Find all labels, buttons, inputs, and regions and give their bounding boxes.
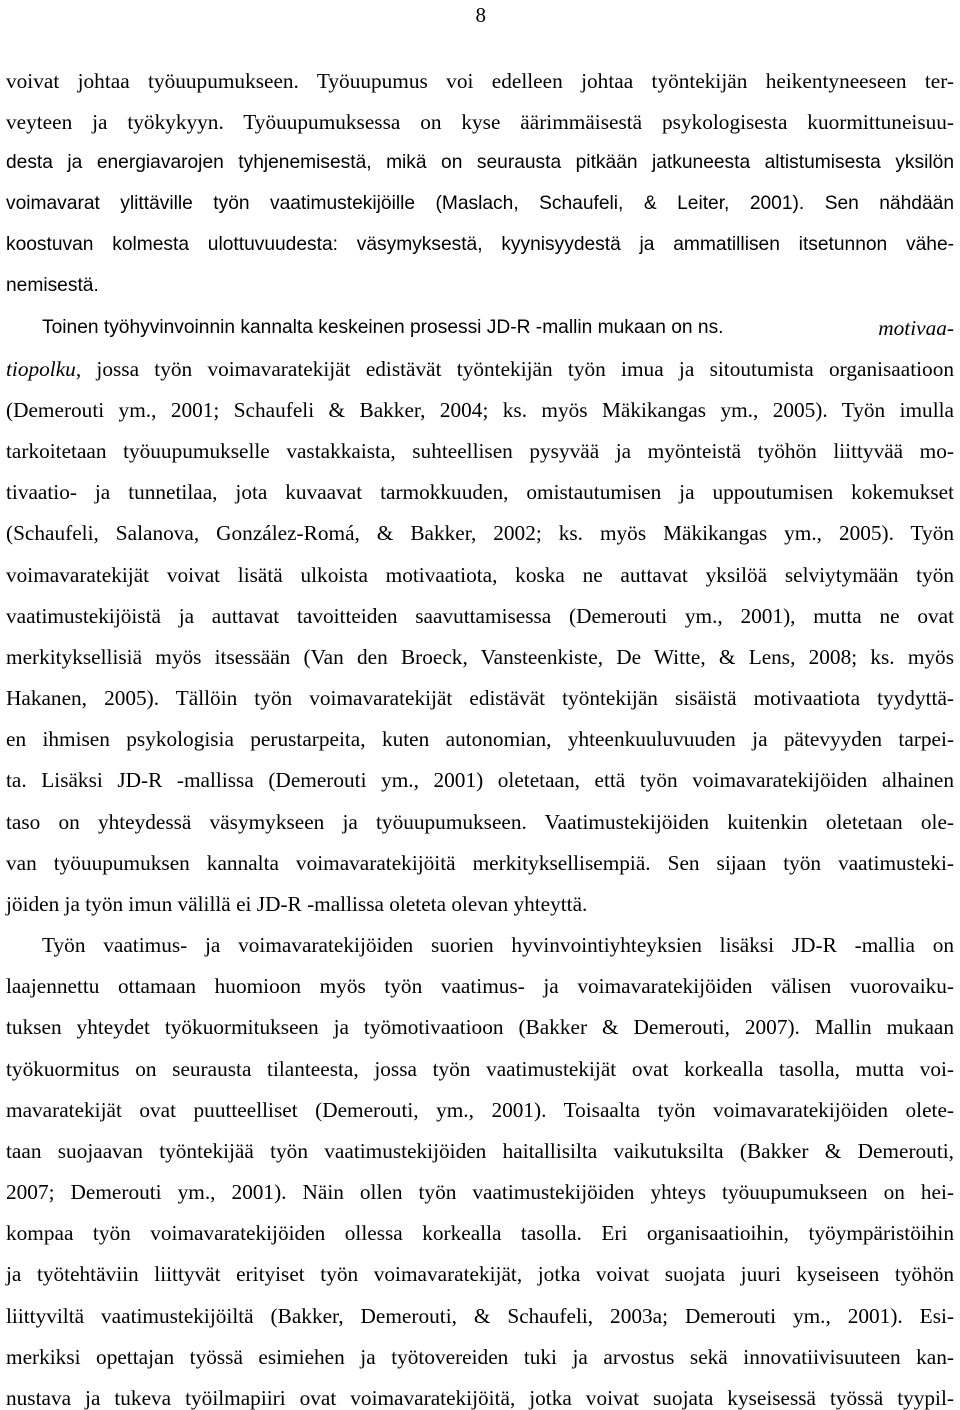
text-line: vaatimustekijöistä ja auttavat tavoitteiden saavuttamisessa (Demerouti ym., 2001), mutta ne ovat	[6, 604, 954, 628]
text-line: taso on yhteydessä väsymykseen ja työuupumukseen. Vaatimustekijöiden kuitenkin oletetaan ole-	[6, 810, 954, 834]
text-line: tivaatio- ja tunnetilaa, jota kuvaavat tarmokkuuden, omistautumisen ja uppoutumisen kokemukset	[6, 480, 954, 504]
text-line: en ihmisen psykologisia perustarpeita, kuten autonomian, yhteenkuuluvuuden ja pätevyyden tarpei-	[6, 727, 954, 751]
text-line: (Schaufeli, Salanova, González-Romá, & Bakker, 2002; ks. myös Mäkikangas ym., 2005). Työn	[6, 521, 954, 545]
text-line: voimavaratekijät voivat lisätä ulkoista motivaatiota, koska ne auttavat yksilöä selviytymään työn	[6, 563, 954, 587]
text-line: tuksen yhteydet työkuormitukseen ja työmotivaatioon (Bakker & Demerouti, 2007). Mallin mukaan	[6, 1015, 954, 1039]
text-line: merkityksellisiä myös itsessään (Van den Broeck, Vansteenkiste, De Witte, & Lens, 2008; ks. myös	[6, 645, 954, 669]
text-line: voimavarat ylittäville työn vaatimustekijöille (Maslach, Schaufeli, & Leiter, 2001). Sen nähdään	[6, 193, 954, 214]
text-line: 2007; Demerouti ym., 2001). Näin ollen työn vaatimustekijöiden yhteys työuupumukseen on hei-	[6, 1180, 954, 1204]
text-line: kompaa työn voimavaratekijöiden ollessa korkealla tasolla. Eri organisaatioihin, työympäristöihin	[6, 1221, 954, 1245]
text-line: nustava ja tukeva työilmapiiri ovat voimavaratekijöitä, jotka voivat suojata kyseisessä työssä tyypil-	[6, 1386, 954, 1410]
text-line-start: Toinen työhyvinvoinnin kannalta keskeinen prosessi JD-R -mallin mukaan on ns.	[42, 317, 724, 338]
text-line	[42, 316, 954, 340]
text-line: Työn vaatimus- ja voimavaratekijöiden suorien hyvinvointiyhteyksien lisäksi JD-R -mallia on	[42, 933, 954, 957]
italic-term: motivaa-	[878, 316, 954, 340]
text-line: veyteen ja työkykyyn. Työuupumuksessa on kyse äärimmäisestä psykologisesta kuormittuneisuu-	[6, 110, 954, 134]
text-line: mavaratekijät ovat puutteelliset (Demerouti, ym., 2001). Toisaalta työn voimavaratekijöiden olete-	[6, 1098, 954, 1122]
italic-term: tiopolku	[6, 357, 76, 381]
text-line: työkuormitus on seurausta tilanteesta, jossa työn vaatimustekijät ovat korkealla tasolla, mutta voi-	[6, 1057, 954, 1081]
text-line: tarkoitetaan työuupumukselle vastakkaista, suhteellisen pysyvää ja myönteistä työhön liittyvää mo-	[6, 439, 954, 463]
text-line: van työuupumuksen kannalta voimavaratekijöitä merkityksellisempiä. Sen sijaan työn vaatimusteki-	[6, 851, 954, 875]
text-line: ja työtehtäviin liittyvät erityiset työn voimavaratekijät, jotka voivat suojata juuri kyseiseen työhön	[6, 1262, 954, 1286]
text-line: koostuvan kolmesta ulottuvuudesta: väsymyksestä, kyynisyydestä ja ammatillisen itsetunnon vähe-	[6, 234, 954, 255]
text-line-rest: , jossa työn voimavaratekijät edistävät työntekijän työn imua ja sitoutumista organisaatioon	[75, 357, 954, 381]
text-line: merkiksi opettajan työssä esimiehen ja työtovereiden tuki ja arvostus sekä innovatiivisuuteen kan-	[6, 1345, 954, 1369]
text-line: jöiden ja työn imun välillä ei JD-R -mallissa oleteta olevan yhteyttä.	[6, 892, 588, 916]
text-line: ta. Lisäksi JD-R -mallissa (Demerouti ym., 2001) oletetaan, että työn voimavaratekijöiden alhainen	[6, 768, 954, 792]
text-line	[6, 357, 954, 381]
page-number: 8	[475, 3, 486, 27]
text-line: liittyviltä vaatimustekijöiltä (Bakker, Demerouti, & Schaufeli, 2003a; Demerouti ym., 2001). Esi-	[6, 1304, 954, 1328]
text-line: (Demerouti ym., 2001; Schaufeli & Bakker, 2004; ks. myös Mäkikangas ym., 2005). Työn imulla	[6, 398, 954, 422]
text-line: Hakanen, 2005). Tällöin työn voimavaratekijät edistävät työntekijän sisäistä motivaatiota tyydyttä-	[6, 686, 954, 710]
text-line: voivat johtaa työuupumukseen. Työuupumus voi edelleen johtaa työntekijän heikentyneeseen ter-	[6, 69, 954, 93]
text-line: laajennettu ottamaan huomioon myös työn vaatimus- ja voimavaratekijöiden välisen vuorovaiku-	[6, 974, 954, 998]
text-line: nemisestä.	[6, 275, 99, 296]
text-line: taan suojaavan työntekijää työn vaatimustekijöiden haitallisilta vaikutuksilta (Bakker & Demerouti,	[6, 1139, 954, 1163]
text-line: desta ja energiavarojen tyhjenemisestä, mikä on seurausta pitkään jatkuneesta altistumisesta yksilön	[6, 152, 954, 173]
